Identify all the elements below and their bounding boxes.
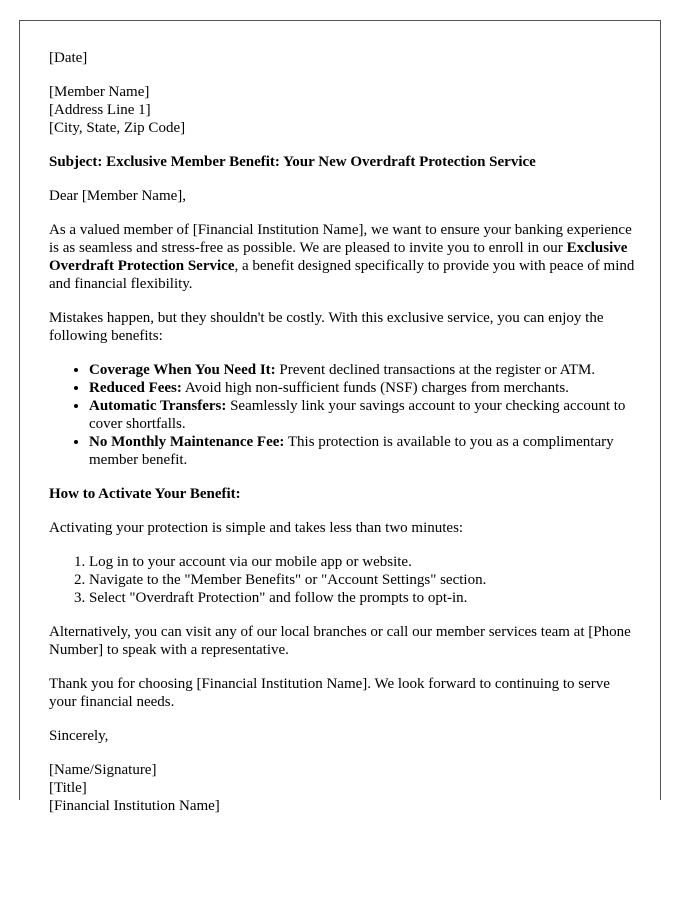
closing-paragraph: Thank you for choosing [Financial Institution Name]. We look forward to continuing to serve your financial needs. bbox=[49, 676, 610, 710]
benefits-intro: Mistakes happen, but they shouldn't be costly. With this exclusive service, you can enjoy the following benefits: bbox=[49, 310, 604, 344]
letter-subject: Subject: Exclusive Member Benefit: Your New Overdraft Protection Service bbox=[49, 154, 536, 170]
service-name: Exclusive Overdraft Protection Service bbox=[49, 240, 628, 274]
letter-date: [Date] bbox=[49, 50, 88, 66]
signature-name: [Name/Signature] bbox=[49, 762, 157, 778]
alternative-paragraph: Alternatively, you can visit any of our local branches or call our member services team at [Phone Number] to speak with a representative. bbox=[49, 624, 631, 658]
benefit-title: Coverage When You Need It: bbox=[89, 362, 276, 378]
benefit-text: Avoid high non-sufficient funds (NSF) charges from merchants. bbox=[181, 380, 569, 396]
activate-heading: How to Activate Your Benefit: bbox=[49, 486, 241, 502]
benefit-item bbox=[89, 379, 639, 397]
benefit-text: Prevent declined transactions at the register or ATM. bbox=[275, 362, 596, 378]
benefit-item bbox=[89, 433, 639, 469]
benefit-item bbox=[89, 361, 639, 379]
activation-steps bbox=[49, 553, 639, 607]
recipient-address bbox=[49, 83, 639, 137]
step-item: 1. Log in to your account via our mobile app or website. bbox=[89, 553, 639, 571]
intro-text-start: As a valued member of [Financial Institution Name], we want to ensure your banking experience is as seamless and stress-free as possible. We are pleased to invite you to enroll in our bbox=[49, 222, 632, 256]
intro-paragraph bbox=[49, 221, 639, 293]
benefit-text: This protection is available to you as a complimentary member benefit. bbox=[89, 434, 614, 468]
benefit-title: Reduced Fees: bbox=[89, 380, 182, 396]
signature-title: [Title] bbox=[49, 780, 87, 796]
benefit-title: No Monthly Maintenance Fee: bbox=[89, 434, 285, 450]
signature-block bbox=[49, 761, 639, 815]
benefit-title: Automatic Transfers: bbox=[89, 398, 227, 414]
signature-institution: [Financial Institution Name] bbox=[49, 798, 220, 814]
benefit-item bbox=[89, 397, 639, 433]
recipient-name: [Member Name] bbox=[49, 84, 150, 100]
letter-page bbox=[19, 20, 661, 814]
recipient-address-line-1: [Address Line 1] bbox=[49, 102, 151, 118]
benefits-list bbox=[49, 361, 639, 469]
benefit-text: Seamlessly link your savings account to your checking account to cover shortfalls. bbox=[89, 398, 626, 432]
letter-body bbox=[49, 49, 639, 815]
recipient-city-state-zip: [City, State, Zip Code] bbox=[49, 120, 186, 136]
intro-text-end: , a benefit designed specifically to provide you with peace of mind and financial flexibility. bbox=[49, 258, 635, 292]
letter-salutation: Dear [Member Name], bbox=[49, 188, 187, 204]
activate-intro: Activating your protection is simple and takes less than two minutes: bbox=[49, 520, 464, 536]
step-item: 2. Navigate to the "Member Benefits" or "Account Settings" section. bbox=[89, 571, 639, 589]
sign-off: Sincerely, bbox=[49, 728, 109, 744]
step-item: 3. Select "Overdraft Protection" and follow the prompts to opt-in. bbox=[89, 589, 639, 607]
